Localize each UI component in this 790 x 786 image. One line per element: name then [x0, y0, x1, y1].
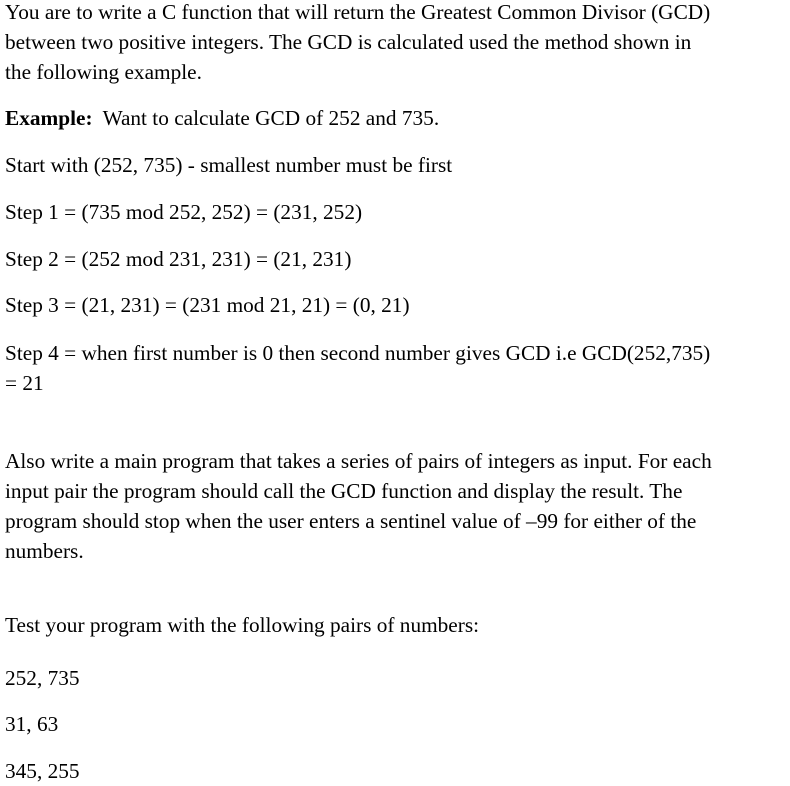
main-program-line-2: input pair the program should call the GCD function and display the result. The: [5, 479, 683, 503]
main-program-line-1: Also write a main program that takes a series of pairs of integers as input. For each: [5, 449, 712, 473]
start-line: Start with (252, 735) - smallest number must be first: [5, 153, 453, 177]
step-3: Step 3 = (21, 231) = (231 mod 21, 21) = (0, 21): [5, 293, 410, 317]
step-4-line-1: Step 4 = when first number is 0 then second number gives GCD i.e GCD(252,735): [5, 341, 711, 365]
step-4-line-2: = 21: [5, 371, 44, 395]
intro-line-1: You are to write a C function that will return the Greatest Common Divisor (GCD): [5, 0, 711, 24]
example-paragraph: [5, 108, 439, 129]
step-2: Step 2 = (252 mod 231, 231) = (21, 231): [5, 247, 352, 271]
test-pair-2: 31, 63: [5, 712, 59, 736]
main-program-line-4: numbers.: [5, 539, 84, 563]
example-text: Want to calculate GCD of 252 and 735.: [102, 106, 440, 130]
test-pair-3: 345, 255: [5, 759, 80, 783]
example-label: Example:: [5, 106, 93, 130]
main-program-line-3: program should stop when the user enters a sentinel value of –99 for either of the: [5, 509, 697, 533]
intro-line-3: the following example.: [5, 60, 202, 84]
test-pair-1: 252, 735: [5, 666, 80, 690]
intro-line-2: between two positive integers. The GCD is calculated used the method shown in: [5, 30, 692, 54]
step-1: Step 1 = (735 mod 252, 252) = (231, 252): [5, 200, 363, 224]
test-heading: Test your program with the following pairs of numbers:: [5, 613, 480, 637]
